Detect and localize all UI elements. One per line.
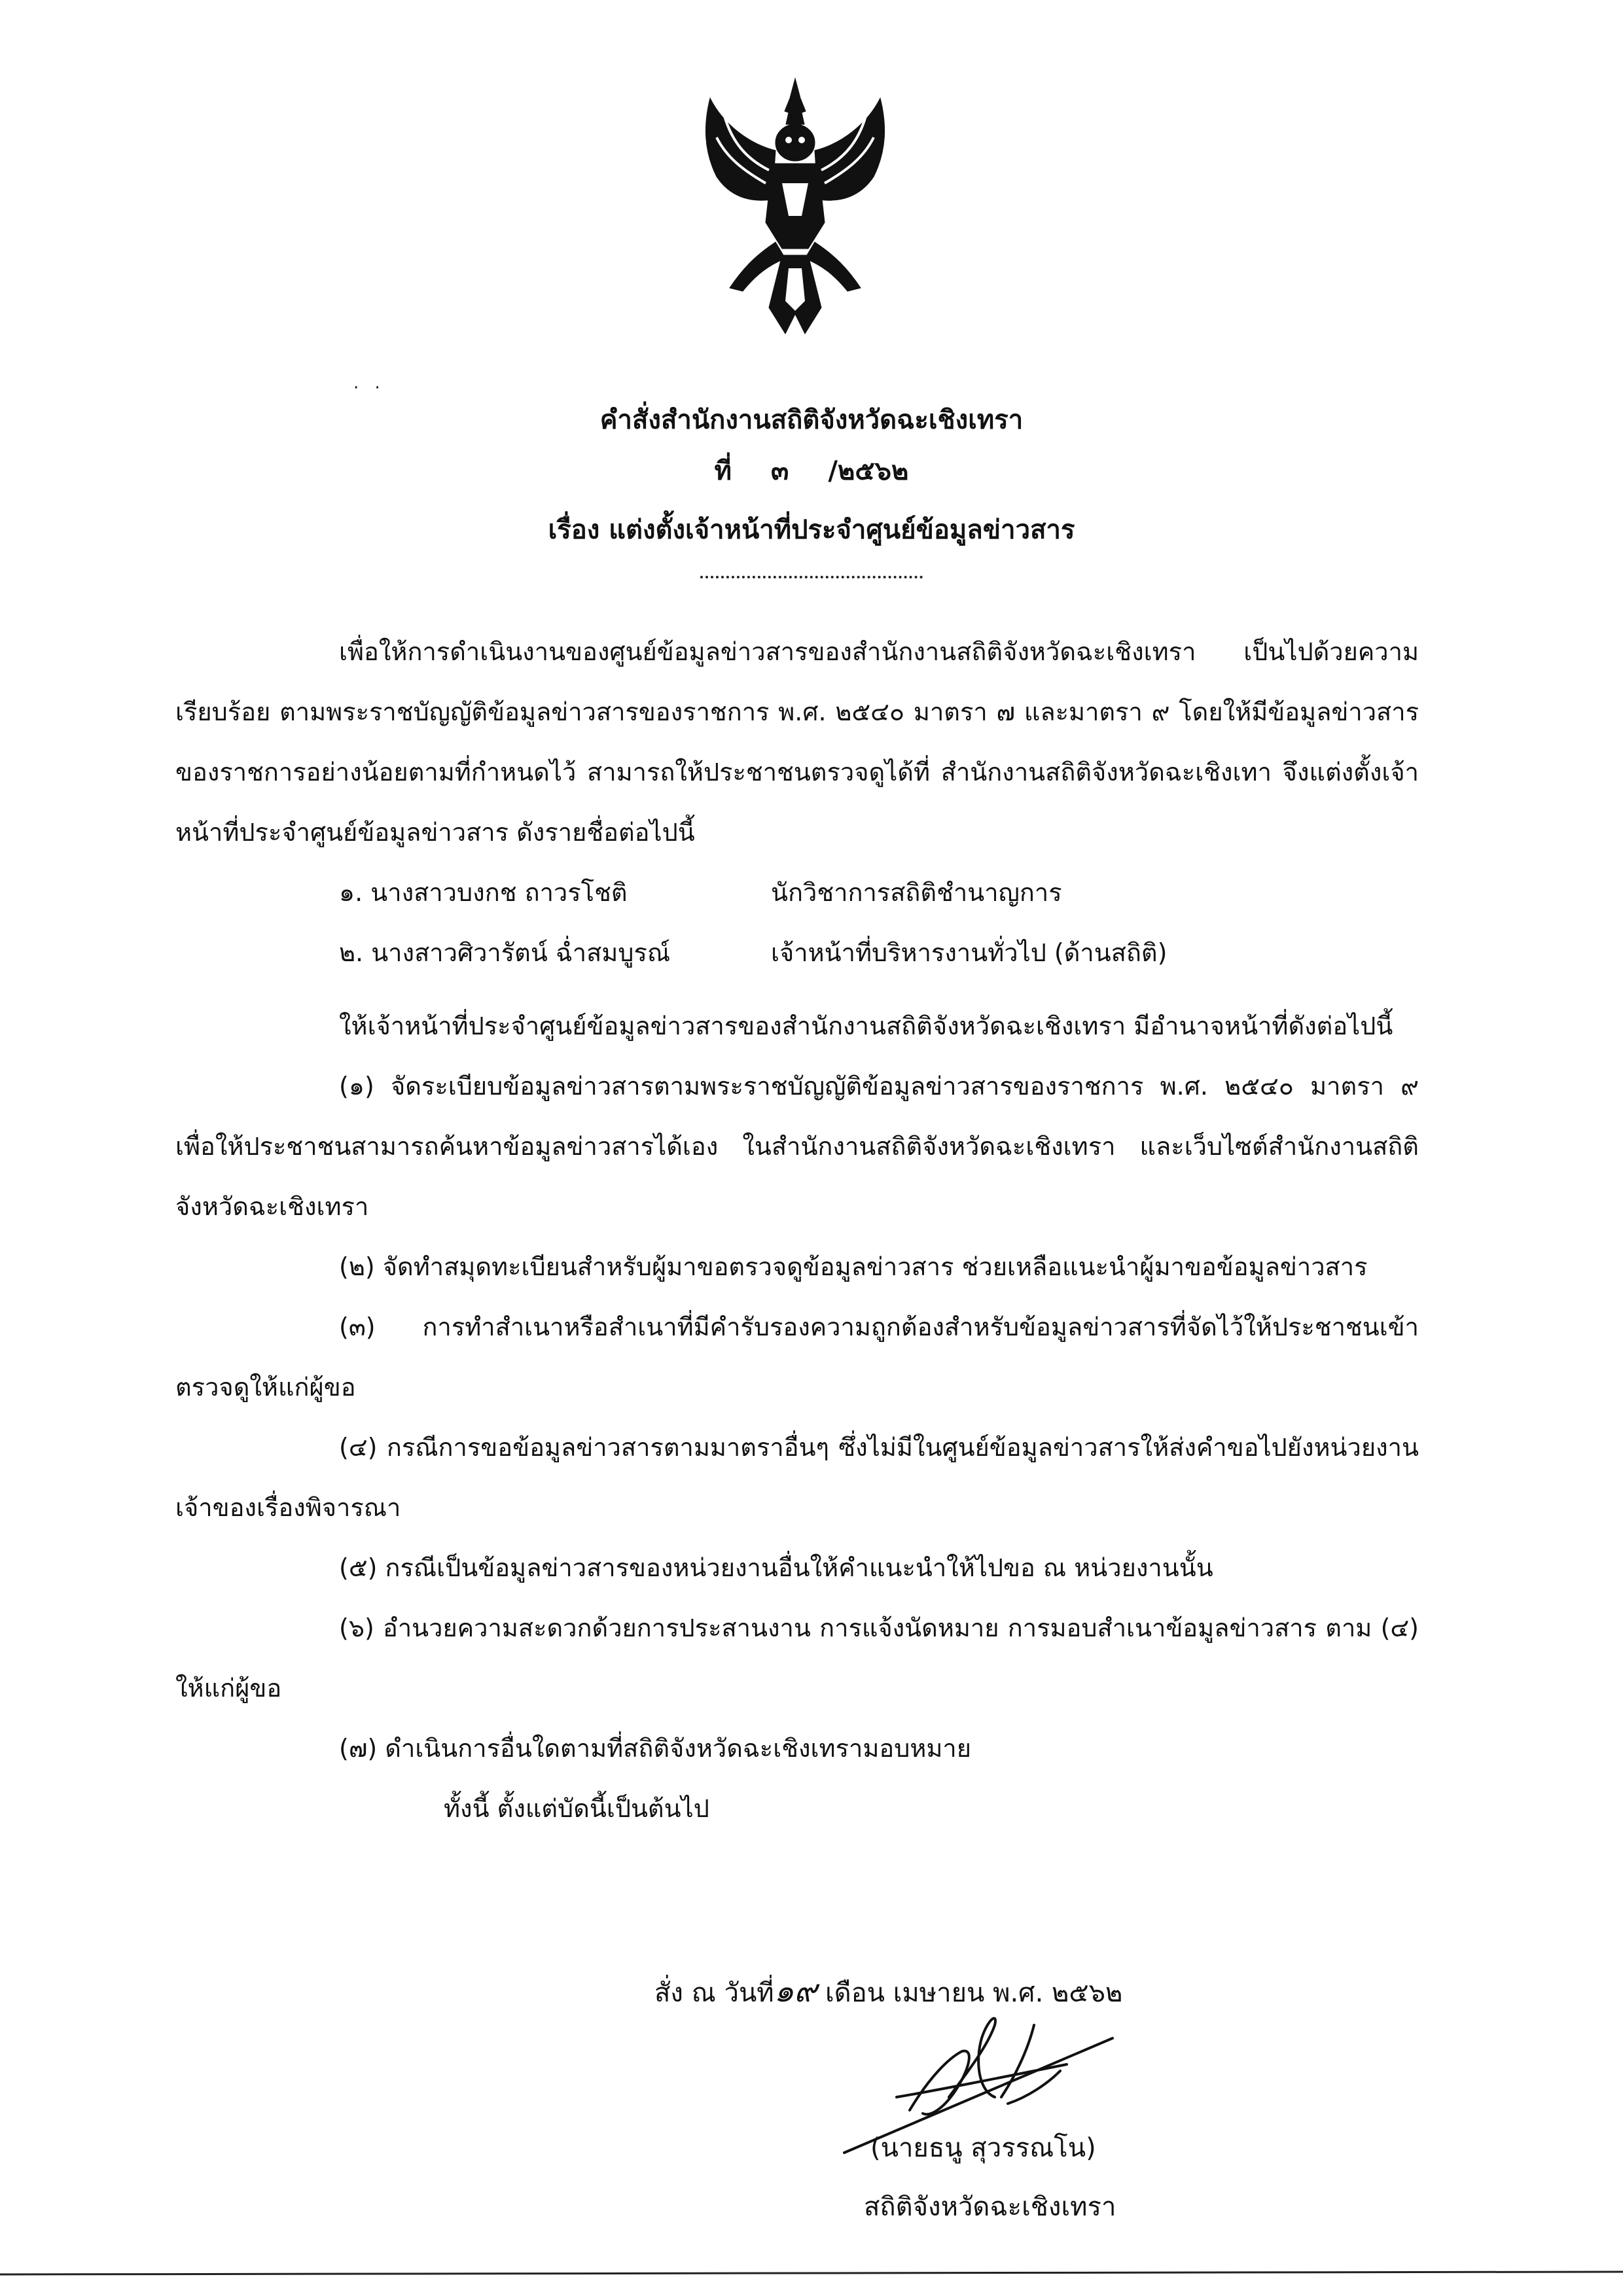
effective-clause: ทั้งนี้ ตั้งแต่บัดนี้เป็นต้นไป: [444, 1794, 709, 1823]
officer-name: ๒. นางสาวศิวารัตน์ ฉ่ำสมบูรณ์: [339, 938, 671, 967]
duty-item: (๒) จัดทำสมุดทะเบียนสำหรับผู้มาขอตรวจดูข้อมูลข่าวสาร ช่วยเหลือแนะนำผู้มาขอข้อมูลข่าวสาร: [339, 1252, 1368, 1281]
duty-item: (๑) จัดระเบียบข้อมูลข่าวสารตามพระราชบัญญัติข้อมูลข่าวสารของราชการ พ.ศ. ๒๕๔๐ มาตรา ๙ เพื่อให้ประชาชนสามารถค้นหาข้อมูลข่าวสารได้เอง ในสำนักงานสถิติจังหวัดฉะเชิงเทรา และเว็บไซต์สำนักงานสถิติจังหวัดฉะเชิงเทรา: [175, 1072, 1419, 1221]
duty-item: (๖) อำนวยความสะดวกด้วยการประสานงาน การแจ้งนัดหมาย การมอบสำเนาข้อมูลข่าวสาร ตาม (๔) ให้แก่ผู้ขอ: [175, 1614, 1419, 1703]
order-subject: เรื่อง แต่งตั้งเจ้าหน้าที่ประจำศูนย์ข้อมูลข่าวสาร: [548, 515, 1075, 545]
officer-position: นักวิชาการสถิติชำนาญการ: [771, 878, 1062, 907]
garuda-emblem: [684, 72, 906, 347]
date-day: ๑๙: [774, 1973, 817, 2009]
dotted-divider: [700, 576, 923, 578]
number-label: ที่: [714, 456, 732, 486]
order-number: [0, 458, 1623, 484]
duty-item: (๔) กรณีการขอข้อมูลข่าวสารตามมาตราอื่นๆ ซึ่งไม่มีในศูนย์ข้อมูลข่าวสารให้ส่งคำขอไปยังหน่วยงานเจ้าของเรื่องพิจารณา: [175, 1433, 1419, 1522]
duty-item: (๓) การทำสำเนาหรือสำเนาที่มีคำรับรองความถูกต้องสำหรับข้อมูลข่าวสารที่จัดไว้ให้ประชาชนเข้าตรวจดูให้แก่ผู้ขอ: [175, 1313, 1419, 1402]
date-prefix: สั่ง ณ วันที่: [654, 1978, 774, 2008]
order-title: คำสั่งสำนักงานสถิติจังหวัดฉะเชิงเทรา: [599, 405, 1024, 435]
officer-list: [175, 862, 1419, 983]
officer-position: เจ้าหน้าที่บริหารงานทั่วไป (ด้านสถิติ): [771, 938, 1168, 967]
number-value: ๓: [771, 456, 789, 486]
duty-item: (๗) ดำเนินการอื่นใดตามที่สถิติจังหวัดฉะเชิงเทรามอบหมาย: [339, 1734, 972, 1763]
signer-position: สถิติจังหวัดฉะเชิงเทรา: [864, 2192, 1116, 2222]
officer-row: [339, 923, 1419, 983]
officer-name: ๑. นางสาวบงกช ถาวรโชติ: [339, 878, 628, 907]
officer-row: [339, 862, 1419, 923]
duty-item: (๕) กรณีเป็นข้อมูลข่าวสารของหน่วยงานอื่นให้คำแนะนำให้ไปขอ ณ หน่วยงานนั้น: [339, 1553, 1213, 1582]
signer-name: (นายธนู สุวรรณโน): [870, 2133, 1096, 2163]
duties-intro: ให้เจ้าหน้าที่ประจำศูนย์ข้อมูลข่าวสารของสำนักงานสถิติจังหวัดฉะเชิงเทรา มีอำนาจหน้าที่ดังต่อไปนี้: [339, 1012, 1393, 1040]
scan-edge-line: [0, 2270, 1623, 2277]
order-body: [175, 622, 1419, 1839]
date-suffix: เดือน เมษายน พ.ศ. ๒๕๖๒: [825, 1978, 1123, 2008]
intro-paragraph: เพื่อให้การดำเนินงานของศูนย์ข้อมูลข่าวสารของสำนักงานสถิติจังหวัดฉะเชิงเทรา เป็นไปด้วยความเรียบร้อย ตามพระราชบัญญัติข้อมูลข่าวสารของราชการ พ.ศ. ๒๕๔๐ มาตรา ๗ และมาตรา ๙ โดยให้มีข้อมูลข่าวสารของราชการอย่างน้อยตามที่กำหนดไว้ สามารถให้ประชาชนตรวจดูได้ที่ สำนักงานสถิติจังหวัดฉะเชิงเทา จึงแต่งตั้งเจ้าหน้าที่ประจำศูนย์ข้อมูลข่าวสาร ดังรายชื่อต่อไปนี้: [175, 637, 1419, 847]
number-year: /๒๕๖๒: [828, 456, 909, 486]
scan-marks: · ·: [353, 378, 385, 398]
